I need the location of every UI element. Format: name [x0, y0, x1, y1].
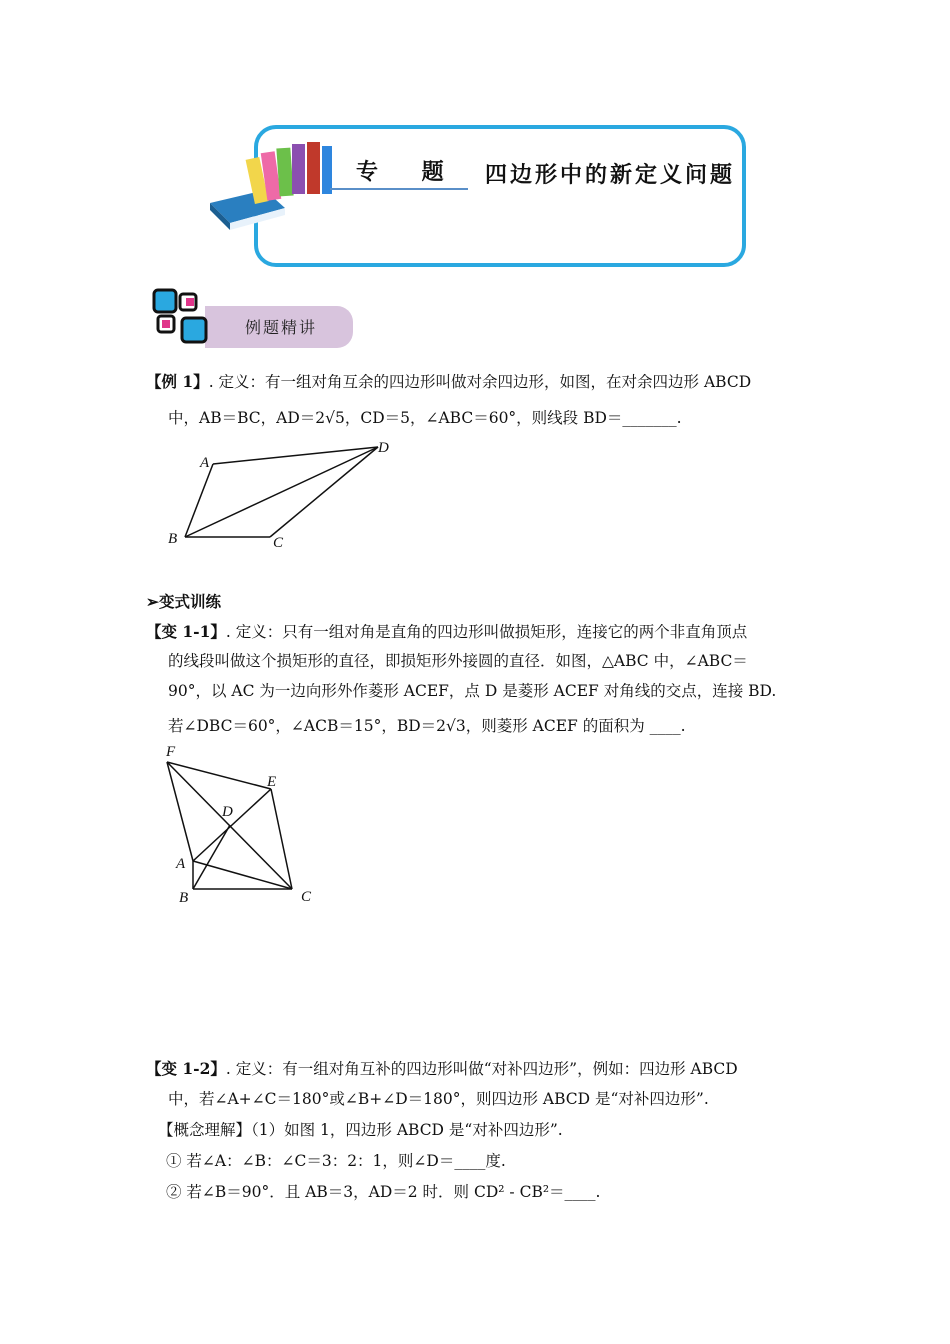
variant-1-2-line-2: 中，若∠A+∠C＝180°或∠B+∠D＝180°，则四边形 ABCD 是“对补四边形”.	[168, 1090, 709, 1108]
fig2-label-f: F	[166, 744, 176, 760]
fig1-label-c: C	[273, 535, 284, 551]
variant-1-1-line-1	[146, 622, 747, 642]
fig1-label-b: B	[168, 531, 178, 547]
variant-1-1-text-1: . 定义：只有一组对角是直角的四边形叫做损矩形，连接它的两个非直角顶点	[225, 623, 748, 641]
example-1-tag: 【例 1】	[146, 372, 209, 391]
variant-1-2-line-3: 【概念理解】（1）如图 1，四边形 ABCD 是“对补四边形”.	[158, 1121, 563, 1139]
fig2-label-c: C	[301, 889, 312, 905]
example-1-line-2: 中，AB＝BC，AD＝2√5，CD＝5，∠ABC＝60°，则线段 BD＝_______.	[168, 409, 682, 427]
banner-rule	[330, 188, 468, 190]
variant-1-2-line-4: ① 若∠A：∠B：∠C＝3：2：1，则∠D＝____度.	[166, 1152, 506, 1170]
variant-1-1-tag: 【变 1-1】	[146, 622, 226, 641]
figure-1	[160, 435, 400, 555]
section-label: 例题精讲	[245, 318, 318, 337]
example-1-line-1	[146, 372, 751, 392]
variant-1-2-line-5: ② 若∠B＝90°．且 AB＝3，AD＝2 时．则 CD² - CB²＝____.	[166, 1183, 601, 1201]
variant-1-1-line-2: 的线段叫做这个损矩形的直径，即损矩形外接圆的直径．如图，△ABC 中，∠ABC＝	[168, 652, 748, 670]
books-icon	[190, 138, 340, 233]
fig2-label-b: B	[179, 890, 189, 906]
fig1-label-a: A	[200, 455, 210, 471]
fig1-label-d: D	[378, 440, 389, 456]
variant-1-1-line-4: 若∠DBC＝60°，∠ACB＝15°，BD＝2√3，则菱形 ACEF 的面积为 ____.	[168, 717, 686, 735]
banner-label: 专 题	[356, 159, 462, 185]
example-1-text-1: . 定义：有一组对角互余的四边形叫做对余四边形，如图，在对余四边形 ABCD	[208, 373, 752, 391]
fig2-label-e: E	[267, 774, 277, 790]
variant-1-1-line-3: 90°，以 AC 为一边向形外作菱形 ACEF，点 D 是菱形 ACEF 对角线的交点，连接 BD.	[168, 682, 777, 700]
section-icon	[150, 284, 214, 348]
variants-heading: ➢变式训练	[146, 592, 221, 611]
banner-title: 四边形中的新定义问题	[485, 162, 736, 188]
figure-2	[160, 740, 330, 910]
fig2-label-a: A	[176, 856, 186, 872]
variant-1-2-text-1: . 定义：有一组对角互补的四边形叫做“对补四边形”，例如：四边形 ABCD	[225, 1060, 738, 1078]
variant-1-2-tag: 【变 1-2】	[146, 1059, 226, 1078]
variant-1-2-line-1	[146, 1059, 738, 1079]
fig2-label-d: D	[222, 804, 233, 820]
